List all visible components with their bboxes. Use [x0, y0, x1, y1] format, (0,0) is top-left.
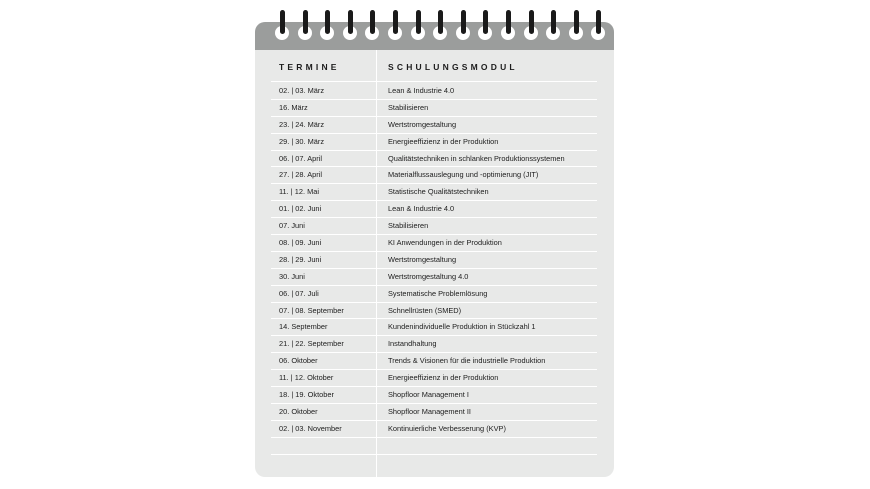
table-row	[271, 235, 597, 252]
schedule-table-body	[271, 83, 597, 455]
spiral-ring-icon	[388, 10, 402, 40]
row-date: 06. Oktober	[279, 356, 318, 366]
row-date: 06. | 07. April	[279, 153, 323, 163]
row-date: 07. | 08. September	[279, 305, 344, 315]
row-date: 16. März	[279, 102, 308, 112]
table-row	[271, 167, 597, 184]
row-module: Qualitätstechniken in schlanken Produktionssystemen	[388, 153, 565, 163]
row-module: Materialflussauslegung und -optimierung (JIT)	[388, 170, 539, 180]
row-date: 20. Oktober	[279, 406, 318, 416]
table-row	[271, 269, 597, 286]
row-date: 29. | 30. März	[279, 136, 325, 146]
spiral-ring-icon	[320, 10, 334, 40]
table-row	[271, 117, 597, 134]
row-date: 07. Juni	[279, 221, 305, 231]
spiral-ring-icon	[546, 10, 560, 40]
spiral-binding	[255, 10, 614, 40]
spiral-ring-icon	[365, 10, 379, 40]
row-module: Shopfloor Management I	[388, 390, 469, 400]
row-module: Lean & Industrie 4.0	[388, 86, 455, 95]
table-row	[271, 387, 597, 404]
table-row	[271, 83, 597, 100]
row-date: 14. September	[279, 322, 328, 332]
spiral-ring-icon	[411, 10, 425, 40]
row-date: 02. | 03. März	[279, 86, 325, 95]
row-module: Kontinuierliche Verbesserung (KVP)	[388, 423, 506, 433]
row-module: KI Anwendungen in der Produktion	[388, 238, 502, 248]
table-row	[271, 151, 597, 168]
table-row	[271, 421, 597, 438]
table-row	[271, 404, 597, 421]
row-module: Energieeffizienz in der Produktion	[388, 136, 499, 146]
table-row	[271, 201, 597, 218]
row-date: 28. | 29. Juni	[279, 254, 322, 264]
table-row	[271, 303, 597, 320]
table-row	[271, 100, 597, 117]
table-row	[271, 218, 597, 235]
row-module: Kundenindividuelle Produktion in Stückzahl 1	[388, 322, 536, 332]
row-module: Stabilisieren	[388, 102, 429, 112]
table-row	[271, 319, 597, 336]
row-module: Systematische Problemlösung	[388, 288, 488, 298]
table-row	[271, 134, 597, 151]
table-row	[271, 286, 597, 303]
table-row	[271, 252, 597, 269]
header-schulungsmodul: SCHULUNGSMODUL	[388, 62, 518, 72]
spiral-ring-icon	[524, 10, 538, 40]
row-module: Stabilisieren	[388, 221, 429, 231]
spiral-ring-icon	[298, 10, 312, 40]
row-module: Trends & Visionen für die industrielle Produktion	[388, 356, 546, 366]
spiral-ring-icon	[275, 10, 289, 40]
row-module: Wertstromgestaltung 4.0	[388, 271, 469, 281]
row-module: Energieeffizienz in der Produktion	[388, 373, 499, 383]
notebook	[255, 22, 614, 477]
row-module: Shopfloor Management II	[388, 406, 471, 416]
row-module: Schnellrüsten (SMED)	[388, 305, 462, 315]
row-module: Statistische Qualitätstechniken	[388, 187, 489, 197]
row-date: 21. | 22. September	[279, 339, 344, 349]
row-module: Wertstromgestaltung	[388, 254, 457, 264]
row-module: Instandhaltung	[388, 339, 437, 349]
row-date: 08. | 09. Juni	[279, 238, 322, 248]
table-row	[271, 184, 597, 201]
table-row	[271, 336, 597, 353]
row-date: 01. | 02. Juni	[279, 204, 322, 214]
row-module: Wertstromgestaltung	[388, 119, 457, 129]
spiral-ring-icon	[569, 10, 583, 40]
row-date: 30. Juni	[279, 271, 305, 281]
spiral-ring-icon	[456, 10, 470, 40]
row-module: Lean & Industrie 4.0	[388, 204, 455, 214]
spiral-ring-icon	[591, 10, 605, 40]
spiral-ring-icon	[343, 10, 357, 40]
spiral-ring-icon	[478, 10, 492, 40]
table-row	[271, 438, 597, 455]
row-date: 02. | 03. November	[279, 423, 342, 433]
row-date: 18. | 19. Oktober	[279, 390, 334, 400]
spiral-ring-icon	[433, 10, 447, 40]
row-date: 27. | 28. April	[279, 170, 323, 180]
row-date: 11. | 12. Oktober	[279, 373, 334, 383]
spiral-ring-icon	[501, 10, 515, 40]
table-row	[271, 353, 597, 370]
header-termine: TERMINE	[279, 62, 340, 72]
table-header	[271, 58, 597, 82]
row-date: 06. | 07. Juli	[279, 288, 319, 298]
row-date: 11. | 12. Mai	[279, 187, 319, 197]
row-date: 23. | 24. März	[279, 119, 325, 129]
header-divider	[271, 81, 597, 82]
table-row	[271, 370, 597, 387]
